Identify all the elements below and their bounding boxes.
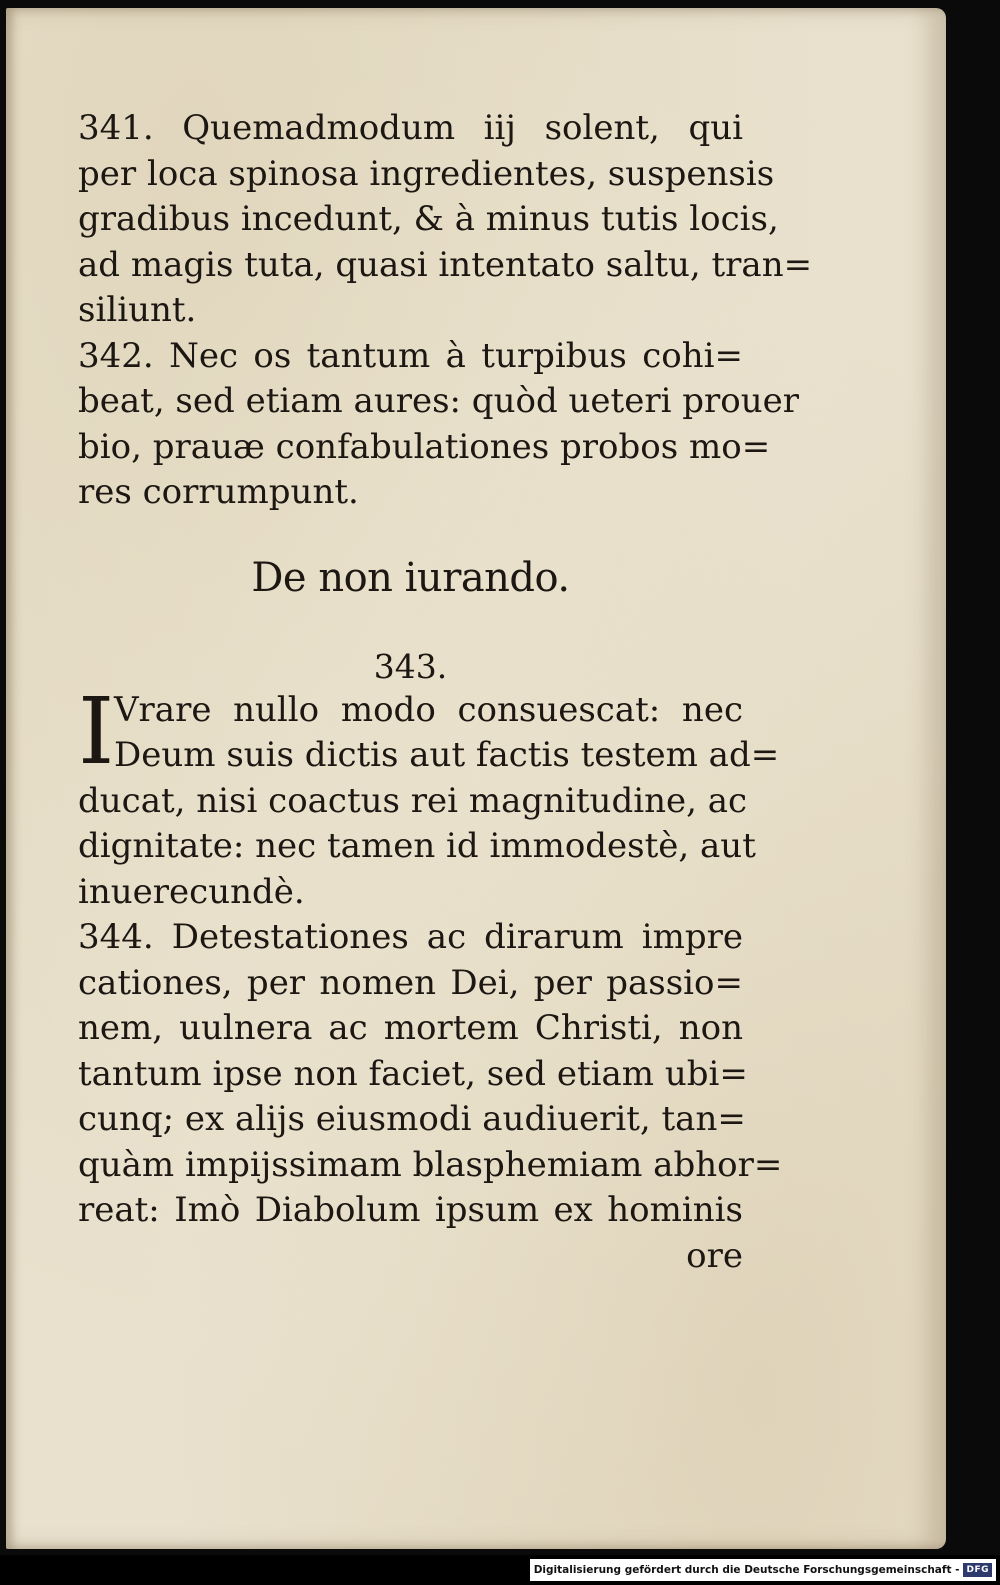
text-line: reat: Imò Diabolum ipsum ex hominis	[78, 1190, 743, 1230]
text-line: cunq; ex alijs eiusmodi audiuerit, tan=	[78, 1099, 746, 1139]
page-text	[78, 106, 813, 1279]
text-line: ducat, nisi coactus rei magnitudine, ac	[78, 780, 748, 821]
text-line: quàm impijssimam blasphemiam abhor=	[78, 1144, 783, 1185]
text-line: bio, prauæ confabulationes probos mo=	[78, 426, 771, 467]
dfg-logo: DFG	[963, 1563, 992, 1577]
text-line: 344. Detestationes ac dirarum impre	[78, 917, 743, 957]
text-line: cationes, per nomen Dei, per passio=	[78, 962, 743, 1003]
text-line: tantum ipse non faciet, sed etiam ubi=	[78, 1053, 748, 1094]
text-line: nem, uulnera ac mortem Christi, non	[78, 1008, 743, 1048]
text-line: siliunt.	[78, 290, 197, 330]
drop-capital: I	[78, 677, 115, 785]
text-line: Vrare nullo modo consuescat: nec	[114, 689, 743, 730]
text-line: res corrumpunt.	[78, 472, 359, 512]
funding-credit: Digitalisierung gefördert durch die Deutsche Forschungsgemeinschaft -	[533, 1564, 960, 1576]
catchword: ore	[686, 1235, 743, 1276]
section-heading: De non iurando.	[251, 554, 570, 601]
book-page	[6, 8, 946, 1549]
text-line: gradibus incedunt, & à minus tutis locis,	[78, 199, 779, 239]
text-line: ad magis tuta, quasi intentato saltu, tran=	[78, 244, 813, 285]
text-line: Deum suis dictis aut factis testem ad=	[114, 735, 780, 775]
text-line: beat, sed etiam aures: quòd ueteri prouer	[78, 381, 800, 421]
text-line: 341. Quemadmodum iij solent, qui	[78, 108, 743, 148]
text-line: per loca spinosa ingredientes, suspensis	[78, 153, 775, 194]
section-number: 343.	[373, 646, 448, 686]
text-line: dignitate: nec tamen id immodestè, aut	[78, 826, 756, 866]
digitization-footer	[530, 1559, 996, 1581]
paragraph-343	[78, 677, 780, 916]
text-line: 342. Nec os tantum à turpibus cohi=	[78, 335, 743, 376]
text-line: inuerecundè.	[78, 871, 305, 912]
